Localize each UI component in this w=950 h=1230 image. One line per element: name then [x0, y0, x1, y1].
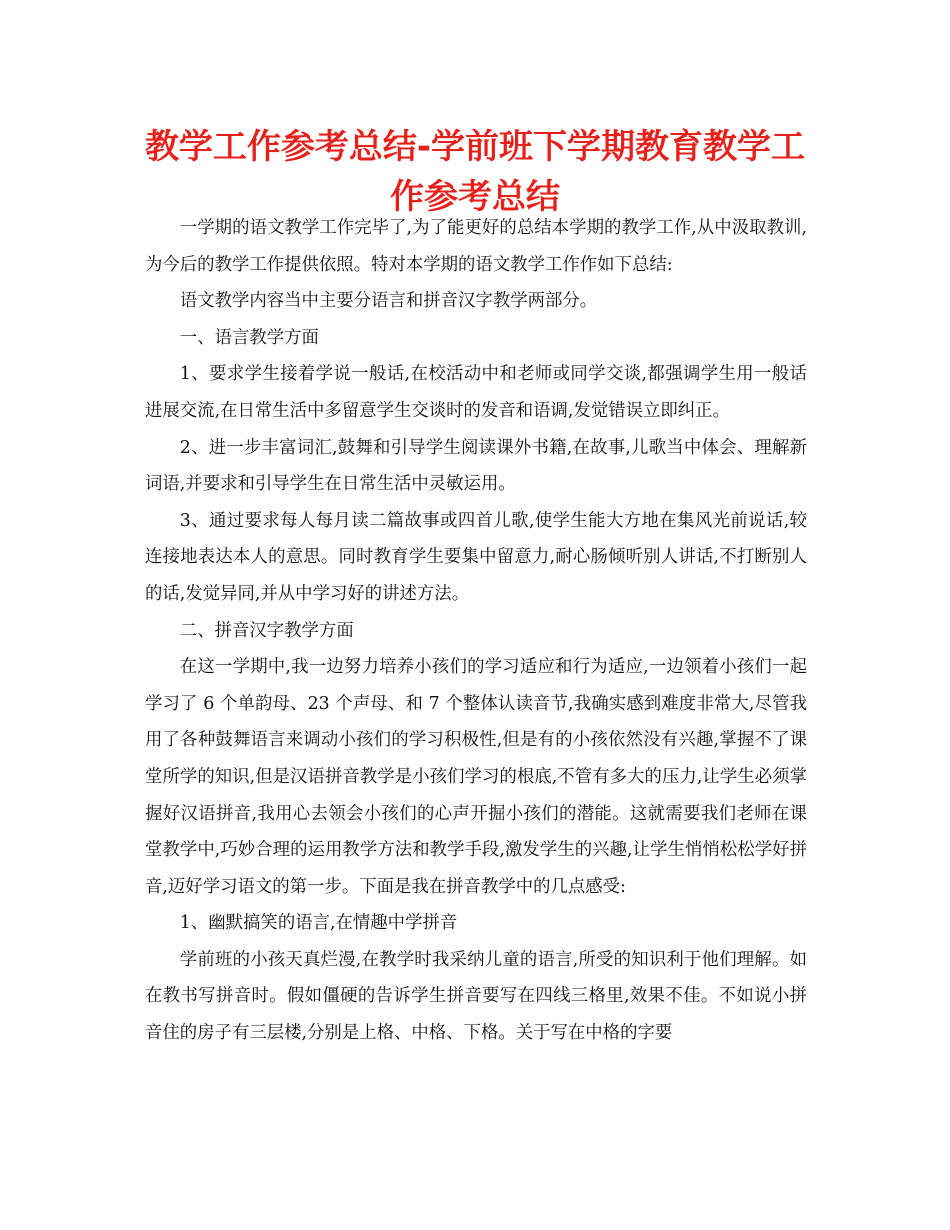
paragraph-pinyin-overview: 在这一学期中,我一边努力培养小孩们的学习适应和行为适应,一边领着小孩们一起学习了 6 个单韵母、23 个声母、和 7 个整体认读音节,我确实感到难度非常大,尽管我用了各种鼓舞语言来调动小孩们的学习积极性,但是有的小孩依然没有兴趣,掌握不了课堂所学的知识,但是汉语拼音教学是小孩们学习的根底,不管有多大的压力,让学生必须掌握好汉语拼音,我用心去领会小孩们的心声开掘小孩们的潜能。这就需要我们老师在课堂教学中,巧妙合理的运用教学方法和教学手段,激发学生的兴趣,让学生悄悄松松学好拼音,迈好学习语文的第一步。下面是我在拼音教学中的几点感受:	[145, 657, 807, 897]
document-title: 教学工作参考总结-学前班下学期教育教学工作参考总结	[144, 127, 806, 217]
paragraph-language-item-3: 3、通过要求每人每月读二篇故事或四首儿歌,使学生能大方地在集风光前说话,较连接地表达本人的意思。同时教育学生要集中留意力,耐心肠倾听别人讲话,不打断别人的话,发觉异同,并从中学习好的讲述方法。	[145, 510, 807, 604]
section-heading-language: 一、语言教学方面	[179, 327, 319, 348]
document-body	[145, 210, 807, 1052]
paragraph-content-overview: 语文教学内容当中主要分语言和拼音汉字教学两部分。	[179, 291, 598, 312]
paragraph-intro: 一学期的语文教学工作完毕了,为了能更好的总结本学期的教学工作,从中汲取教训,为今后的教学工作提供依照。特对本学期的语文教学工作作如下总结:	[145, 218, 807, 275]
section-heading-pinyin: 二、拼音汉字教学方面	[179, 620, 354, 641]
paragraph-language-item-2: 2、进一步丰富词汇,鼓舞和引导学生阅读课外书籍,在故事,儿歌当中体会、理解新词语,并要求和引导学生在日常生活中灵敏运用。	[145, 437, 807, 495]
paragraph-language-item-1: 1、要求学生接着学说一般话,在校活动中和老师或同学交谈,都强调学生用一般话进展交流,在日常生活中多留意学生交谈时的发音和语调,发觉错误立即纠正。	[145, 364, 807, 421]
paragraph-pinyin-item-1: 学前班的小孩天真烂漫,在教学时我采纳儿童的语言,所受的知识利于他们理解。如在教书写拼音时。假如僵硬的告诉学生拼音要写在四线三格里,效果不佳。不如说小拼音住的房子有三层楼,分别是上格、中格、下格。关于写在中格的字要	[145, 949, 807, 1044]
subheading-pinyin-item-1: 1、幽默搞笑的语言,在情趣中学拼音	[179, 913, 458, 934]
